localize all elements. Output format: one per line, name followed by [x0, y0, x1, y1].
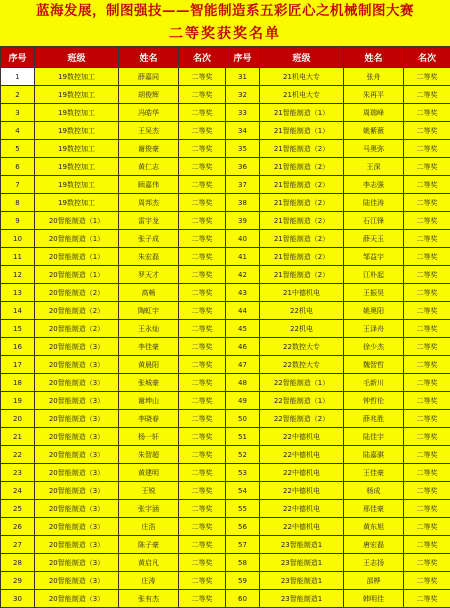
cell-rank: 二等奖: [179, 104, 226, 122]
cell-name: 张城豪: [119, 374, 179, 392]
cell-class: 20智能制造（1）: [35, 248, 119, 266]
cell-rank: 二等奖: [404, 194, 450, 212]
table-row: [1, 500, 450, 518]
cell-index: 43: [226, 284, 260, 302]
document-title: [0, 0, 450, 46]
cell-name: 钟哲伦: [344, 392, 404, 410]
cell-index: 12: [1, 266, 35, 284]
table-row: [1, 446, 450, 464]
cell-class: 21机电大专: [260, 86, 344, 104]
cell-rank: 二等奖: [179, 230, 226, 248]
cell-name: 冯皓华: [119, 104, 179, 122]
cell-name: 李晓春: [119, 410, 179, 428]
cell-index: 1: [1, 68, 35, 86]
cell-class: 20智能制造（3）: [35, 482, 119, 500]
cell-class: 20智能制造（3）: [35, 536, 119, 554]
table-row: [1, 122, 450, 140]
cell-name: 庄浩: [119, 518, 179, 536]
cell-class: 22中德机电: [260, 500, 344, 518]
cell-name: 薛兆胜: [344, 410, 404, 428]
cell-class: 20智能制造（3）: [35, 392, 119, 410]
cell-name: 杨一轩: [119, 428, 179, 446]
cell-name: 朱宏磊: [119, 248, 179, 266]
cell-index: 2: [1, 86, 35, 104]
cell-index: 15: [1, 320, 35, 338]
cell-name: 顾嘉伟: [119, 176, 179, 194]
cell-index: 33: [226, 104, 260, 122]
cell-index: 40: [226, 230, 260, 248]
cell-index: 55: [226, 500, 260, 518]
cell-rank: 二等奖: [404, 482, 450, 500]
cell-name: 高畅: [119, 284, 179, 302]
cell-rank: 二等奖: [404, 176, 450, 194]
table-row: [1, 248, 450, 266]
table-row: [1, 284, 450, 302]
cell-rank: 二等奖: [404, 68, 450, 86]
cell-rank: 二等奖: [179, 356, 226, 374]
cell-index: 24: [1, 482, 35, 500]
cell-class: 21机电大专: [260, 68, 344, 86]
cell-class: 20智能制造（3）: [35, 410, 119, 428]
cell-rank: 二等奖: [179, 590, 226, 608]
cell-index: 42: [226, 266, 260, 284]
header-index: 序号: [226, 47, 260, 68]
table-row: [1, 68, 450, 86]
cell-rank: 二等奖: [404, 104, 450, 122]
cell-index: 18: [1, 374, 35, 392]
cell-class: 22中德机电: [260, 482, 344, 500]
cell-name: 李佳豪: [119, 338, 179, 356]
table-row: [1, 104, 450, 122]
table-row: [1, 266, 450, 284]
table-row: [1, 482, 450, 500]
cell-class: 21智能制造（2）: [260, 158, 344, 176]
cell-index: 28: [1, 554, 35, 572]
cell-index: 44: [226, 302, 260, 320]
cell-rank: 二等奖: [404, 212, 450, 230]
table-row: [1, 140, 450, 158]
cell-index: 10: [1, 230, 35, 248]
cell-name: 王振昊: [344, 284, 404, 302]
cell-class: 20智能制造（3）: [35, 356, 119, 374]
cell-name: 罗天才: [119, 266, 179, 284]
cell-name: 徐少杰: [344, 338, 404, 356]
cell-index: 45: [226, 320, 260, 338]
cell-rank: 二等奖: [179, 302, 226, 320]
cell-class: 21智能制造（2）: [260, 266, 344, 284]
cell-index: 23: [1, 464, 35, 482]
cell-class: 20智能制造（1）: [35, 212, 119, 230]
cell-rank: 二等奖: [404, 338, 450, 356]
cell-index: 52: [226, 446, 260, 464]
cell-rank: 二等奖: [179, 122, 226, 140]
cell-rank: 二等奖: [179, 428, 226, 446]
cell-index: 19: [1, 392, 35, 410]
cell-name: 张子成: [119, 230, 179, 248]
cell-name: 陈子豪: [119, 536, 179, 554]
cell-name: 王佳豪: [344, 464, 404, 482]
cell-index: 4: [1, 122, 35, 140]
table-row: [1, 572, 450, 590]
cell-index: 60: [226, 590, 260, 608]
cell-index: 35: [226, 140, 260, 158]
cell-class: 20智能制造（3）: [35, 446, 119, 464]
cell-index: 50: [226, 410, 260, 428]
cell-class: 20智能制造（3）: [35, 572, 119, 590]
cell-rank: 二等奖: [404, 446, 450, 464]
cell-class: 22中德机电: [260, 428, 344, 446]
cell-name: 陆佳宇: [344, 428, 404, 446]
cell-class: 21智能制造（1）: [260, 122, 344, 140]
cell-rank: 二等奖: [179, 158, 226, 176]
cell-rank: 二等奖: [179, 248, 226, 266]
cell-index: 59: [226, 572, 260, 590]
cell-class: 20智能制造（1）: [35, 266, 119, 284]
table-row: [1, 230, 450, 248]
cell-class: 19数控加工: [35, 68, 119, 86]
cell-name: 江朴起: [344, 266, 404, 284]
cell-class: 20智能制造（2）: [35, 302, 119, 320]
cell-rank: 二等奖: [179, 392, 226, 410]
award-table: [0, 46, 450, 608]
cell-rank: 二等奖: [404, 590, 450, 608]
cell-index: 39: [226, 212, 260, 230]
cell-index: 34: [226, 122, 260, 140]
cell-index: 29: [1, 572, 35, 590]
cell-index: 16: [1, 338, 35, 356]
cell-rank: 二等奖: [404, 320, 450, 338]
cell-class: 23智能制造1: [260, 572, 344, 590]
table-row: [1, 356, 450, 374]
cell-name: 李志强: [344, 176, 404, 194]
cell-name: 邵桦: [344, 572, 404, 590]
table-row: [1, 518, 450, 536]
cell-name: 陆佳涛: [344, 194, 404, 212]
cell-index: 32: [226, 86, 260, 104]
cell-rank: 二等奖: [404, 374, 450, 392]
cell-name: 谢俊豪: [119, 140, 179, 158]
cell-name: 黄仁志: [119, 158, 179, 176]
table-row: [1, 338, 450, 356]
table-row: [1, 374, 450, 392]
cell-name: 陆嘉骐: [344, 446, 404, 464]
cell-class: 19数控加工: [35, 86, 119, 104]
cell-index: 22: [1, 446, 35, 464]
cell-index: 37: [226, 176, 260, 194]
cell-name: 朱智超: [119, 446, 179, 464]
cell-name: 唐宏磊: [344, 536, 404, 554]
cell-class: 20智能制造（3）: [35, 590, 119, 608]
header-name: 姓名: [119, 47, 179, 68]
table-row: [1, 212, 450, 230]
table-row: [1, 320, 450, 338]
cell-class: 21中德机电: [260, 284, 344, 302]
cell-rank: 二等奖: [179, 572, 226, 590]
cell-name: 陶虹宇: [119, 302, 179, 320]
cell-rank: 二等奖: [179, 320, 226, 338]
cell-rank: 二等奖: [404, 536, 450, 554]
cell-name: 黄启凡: [119, 554, 179, 572]
title-line-1: 蓝海发展，制图强技——智能制造系五彩匠心之机械制图大赛: [0, 0, 450, 23]
cell-rank: 二等奖: [404, 284, 450, 302]
cell-class: 19数控加工: [35, 122, 119, 140]
cell-name: 薛嘉同: [119, 68, 179, 86]
cell-rank: 二等奖: [179, 266, 226, 284]
cell-class: 21智能制造（2）: [260, 194, 344, 212]
cell-rank: 二等奖: [404, 518, 450, 536]
cell-index: 47: [226, 356, 260, 374]
cell-rank: 二等奖: [179, 338, 226, 356]
cell-name: 薛天玉: [344, 230, 404, 248]
cell-rank: 二等奖: [179, 500, 226, 518]
cell-index: 54: [226, 482, 260, 500]
cell-index: 48: [226, 374, 260, 392]
cell-name: 韩明佳: [344, 590, 404, 608]
table-row: [1, 554, 450, 572]
cell-rank: 二等奖: [404, 410, 450, 428]
cell-class: 20智能制造（2）: [35, 320, 119, 338]
cell-index: 26: [1, 518, 35, 536]
cell-index: 58: [226, 554, 260, 572]
cell-rank: 二等奖: [179, 212, 226, 230]
cell-index: 53: [226, 464, 260, 482]
cell-rank: 二等奖: [404, 464, 450, 482]
cell-name: 姚奥阳: [344, 302, 404, 320]
cell-class: 22机电: [260, 320, 344, 338]
cell-name: 庄涛: [119, 572, 179, 590]
cell-rank: 二等奖: [179, 140, 226, 158]
cell-name: 邹益宇: [344, 248, 404, 266]
cell-name: 石江锋: [344, 212, 404, 230]
table-row: [1, 428, 450, 446]
cell-index: 7: [1, 176, 35, 194]
cell-class: 20智能制造（2）: [35, 284, 119, 302]
cell-name: 王锐: [119, 482, 179, 500]
cell-name: 杨成: [344, 482, 404, 500]
cell-index: 31: [226, 68, 260, 86]
cell-name: 周瑞峰: [344, 104, 404, 122]
title-line-2: 二等奖获奖名单: [0, 23, 450, 46]
cell-index: 20: [1, 410, 35, 428]
cell-rank: 二等奖: [404, 248, 450, 266]
cell-index: 27: [1, 536, 35, 554]
cell-index: 11: [1, 248, 35, 266]
cell-index: 9: [1, 212, 35, 230]
cell-index: 56: [226, 518, 260, 536]
cell-name: 毛新川: [344, 374, 404, 392]
cell-index: 3: [1, 104, 35, 122]
cell-name: 王志扬: [344, 554, 404, 572]
cell-index: 36: [226, 158, 260, 176]
cell-rank: 二等奖: [404, 266, 450, 284]
cell-index: 38: [226, 194, 260, 212]
cell-rank: 二等奖: [404, 158, 450, 176]
cell-index: 13: [1, 284, 35, 302]
cell-rank: 二等奖: [179, 482, 226, 500]
cell-index: 8: [1, 194, 35, 212]
cell-class: 20智能制造（3）: [35, 554, 119, 572]
table-row: [1, 410, 450, 428]
cell-index: 5: [1, 140, 35, 158]
cell-rank: 二等奖: [179, 68, 226, 86]
cell-rank: 二等奖: [179, 464, 226, 482]
table-row: [1, 302, 450, 320]
cell-rank: 二等奖: [404, 86, 450, 104]
cell-index: 25: [1, 500, 35, 518]
cell-class: 19数控加工: [35, 176, 119, 194]
cell-rank: 二等奖: [179, 86, 226, 104]
cell-class: 22智能制造（1）: [260, 374, 344, 392]
cell-rank: 二等奖: [179, 536, 226, 554]
cell-name: 黄晨阳: [119, 356, 179, 374]
cell-class: 22智能制造（1）: [260, 392, 344, 410]
table-row: [1, 194, 450, 212]
header-rank: 名次: [179, 47, 226, 68]
cell-index: 41: [226, 248, 260, 266]
cell-rank: 二等奖: [404, 500, 450, 518]
cell-rank: 二等奖: [179, 194, 226, 212]
cell-rank: 二等奖: [179, 518, 226, 536]
cell-class: 20智能制造（1）: [35, 230, 119, 248]
cell-name: 谢坤山: [119, 392, 179, 410]
table-row: [1, 464, 450, 482]
cell-rank: 二等奖: [404, 230, 450, 248]
cell-name: 王深: [344, 158, 404, 176]
cell-class: 21智能制造（2）: [260, 212, 344, 230]
cell-class: 20智能制造（3）: [35, 500, 119, 518]
table-row: [1, 176, 450, 194]
cell-index: 30: [1, 590, 35, 608]
table-row: [1, 590, 450, 608]
cell-index: 14: [1, 302, 35, 320]
cell-index: 46: [226, 338, 260, 356]
cell-rank: 二等奖: [179, 374, 226, 392]
cell-class: 22机电: [260, 302, 344, 320]
cell-name: 张宇涵: [119, 500, 179, 518]
cell-name: 胡俊辉: [119, 86, 179, 104]
cell-class: 21智能制造（2）: [260, 248, 344, 266]
cell-name: 王吴杰: [119, 122, 179, 140]
cell-name: 黄东旭: [344, 518, 404, 536]
cell-index: 57: [226, 536, 260, 554]
cell-index: 17: [1, 356, 35, 374]
cell-class: 20智能制造（3）: [35, 338, 119, 356]
cell-rank: 二等奖: [404, 140, 450, 158]
cell-class: 23智能制造1: [260, 554, 344, 572]
cell-class: 19数控加工: [35, 194, 119, 212]
cell-rank: 二等奖: [404, 428, 450, 446]
cell-rank: 二等奖: [404, 302, 450, 320]
cell-name: 王泽舟: [344, 320, 404, 338]
cell-index: 21: [1, 428, 35, 446]
cell-class: 20智能制造（3）: [35, 464, 119, 482]
cell-class: 22数控大专: [260, 356, 344, 374]
cell-class: 22数控大专: [260, 338, 344, 356]
table-row: [1, 158, 450, 176]
cell-rank: 二等奖: [179, 410, 226, 428]
cell-class: 20智能制造（3）: [35, 374, 119, 392]
table-row: [1, 86, 450, 104]
cell-class: 22智能制造（2）: [260, 410, 344, 428]
header-index: 序号: [1, 47, 35, 68]
cell-class: 19数控加工: [35, 140, 119, 158]
cell-name: 王永灿: [119, 320, 179, 338]
cell-rank: 二等奖: [404, 554, 450, 572]
cell-class: 22中德机电: [260, 518, 344, 536]
cell-name: 姚紫薇: [344, 122, 404, 140]
cell-name: 马奥弥: [344, 140, 404, 158]
cell-class: 19数控加工: [35, 104, 119, 122]
cell-name: 张舟: [344, 68, 404, 86]
cell-class: 21智能制造（2）: [260, 230, 344, 248]
header-class: 班级: [260, 47, 344, 68]
cell-class: 22中德机电: [260, 446, 344, 464]
cell-name: 张有杰: [119, 590, 179, 608]
cell-name: 周邦杰: [119, 194, 179, 212]
cell-rank: 二等奖: [404, 572, 450, 590]
cell-rank: 二等奖: [404, 356, 450, 374]
header-name: 姓名: [344, 47, 404, 68]
cell-class: 21智能制造（2）: [260, 176, 344, 194]
cell-index: 51: [226, 428, 260, 446]
cell-class: 19数控加工: [35, 158, 119, 176]
table-row: [1, 392, 450, 410]
cell-name: 朱再平: [344, 86, 404, 104]
cell-class: 21智能制造（1）: [260, 104, 344, 122]
cell-rank: 二等奖: [179, 176, 226, 194]
header-class: 班级: [35, 47, 119, 68]
cell-name: 雷宇龙: [119, 212, 179, 230]
cell-class: 23智能制造1: [260, 590, 344, 608]
cell-rank: 二等奖: [179, 554, 226, 572]
table-header-row: [1, 47, 450, 68]
cell-rank: 二等奖: [179, 446, 226, 464]
table-row: [1, 536, 450, 554]
cell-rank: 二等奖: [179, 284, 226, 302]
cell-class: 21智能制造（2）: [260, 140, 344, 158]
cell-index: 49: [226, 392, 260, 410]
cell-name: 邢佳豪: [344, 500, 404, 518]
header-rank: 名次: [404, 47, 450, 68]
cell-name: 魏智哲: [344, 356, 404, 374]
cell-class: 23智能制造1: [260, 536, 344, 554]
cell-name: 黄建明: [119, 464, 179, 482]
cell-rank: 二等奖: [404, 392, 450, 410]
cell-index: 6: [1, 158, 35, 176]
cell-class: 20智能制造（3）: [35, 428, 119, 446]
cell-class: 22中德机电: [260, 464, 344, 482]
cell-rank: 二等奖: [404, 122, 450, 140]
cell-class: 20智能制造（3）: [35, 518, 119, 536]
